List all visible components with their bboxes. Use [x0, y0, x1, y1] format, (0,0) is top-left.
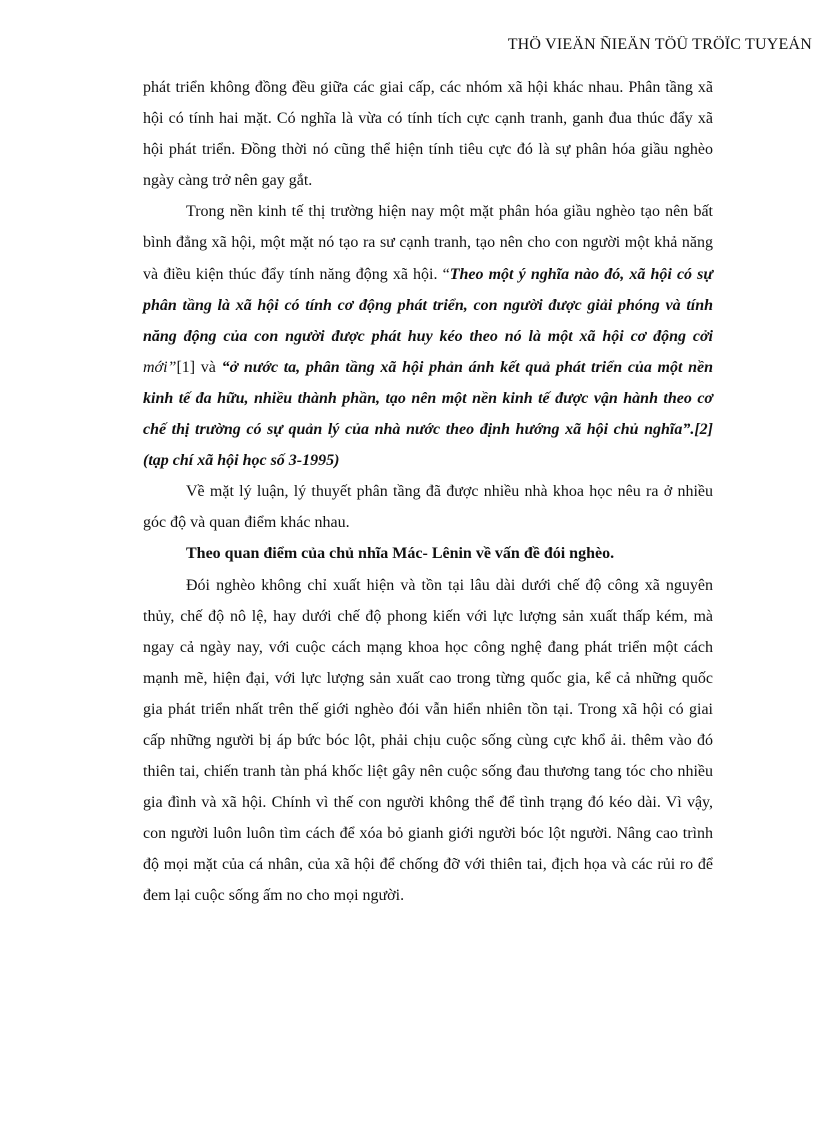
quote-1: Theo một ý nghĩa nào đó, xã hội có sự phân tầng là xã hội có tính cơ động phát triển, con người được giải phóng và tính năng động của con người được phát huy kéo theo nó là một xã hội cơ động cởi	[143, 265, 713, 345]
document-body	[143, 72, 713, 912]
quote-2: “ở nước ta, phân tầng xã hội phản ánh kết quả phát triển của một nền kinh tế đa hữu, nhiều thành phần, tạo nên một nền kinh tế được vận hành theo cơ chế thị trường có sự quản lý của nhà nước theo định hướng xã hội chủ nghĩa”.[2] (tạp chí xã hội học số 3-1995)	[143, 358, 713, 470]
paragraph-2	[143, 196, 713, 476]
paragraph-1: phát triển không đồng đều giữa các giai cấp, các nhóm xã hội khác nhau. Phân tầng xã hội có tính hai mặt. Có nghĩa là vừa có tính tích cực cạnh tranh, ganh đua thúc đẩy xã hội phát triển. Đồng thời nó cũng thể hiện tính tiêu cực đó là sự phân hóa giầu nghèo ngày càng trở nên gay gắt.	[143, 79, 713, 190]
paragraph-2-text: Trong nền kinh tế thị trường hiện nay một mặt phân hóa giầu nghèo tạo nên bất bình đẳng xã hội, một mặt nó tạo ra sư cạnh tranh, tạo nên cho con người một khả năng và điều kiện thúc đẩy tính năng động xã hội. “	[143, 203, 713, 283]
quote-1-end: mới”	[143, 358, 177, 376]
paragraph-3: Về mặt lý luận, lý thuyết phân tầng đã được nhiều nhà khoa học nêu ra ở nhiều góc độ và quan điểm khác nhau.	[143, 483, 713, 532]
page-header: THÖ VIEÄN ÑIEÄN TÖÛ TRÖÏC TUYEÁN	[507, 36, 812, 53]
section-heading: Theo quan điểm của chủ nhĩa Mác- Lênin về vấn đề đói nghèo.	[186, 545, 615, 563]
paragraph-4: Đói nghèo không chỉ xuất hiện và tồn tại lâu dài dưới chế độ công xã nguyên thủy, chế độ nô lệ, hay dưới chế độ phong kiến với lực lượng sản xuất thấp kém, mà ngay cả ngày nay, với cuộc cách mạng khoa học công nghệ đang phát triển một cách mạnh mẽ, hiện đại, với lực lượng sản xuất cao trong từng quốc gia, kể cả những quốc gia phát triển nhất trên thế giới nghèo đói vẫn hiển nhiên tồn tại. Trong xã hội có giai cấp những người bị áp bức bóc lột, phải chịu cuộc sống cùng cực khổ ải. thêm vào đó thiên tai, chiến tranh tàn phá khốc liệt gây nên cuộc sống đau thương tang tóc cho nhiều gia đình và xã hội. Chính vì thế con người không thể để tình trạng đó kéo dài. Vì vậy, con người luôn luôn tìm cách để xóa bỏ gianh giới người bóc lột người. Nâng cao trình độ mọi mặt của cá nhân, của xã hội để chống đỡ với thiên tai, địch họa và các rủi ro để đem lại cuộc sống ấm no cho mọi người.	[143, 576, 713, 905]
reference-1: [1] và	[176, 358, 222, 376]
